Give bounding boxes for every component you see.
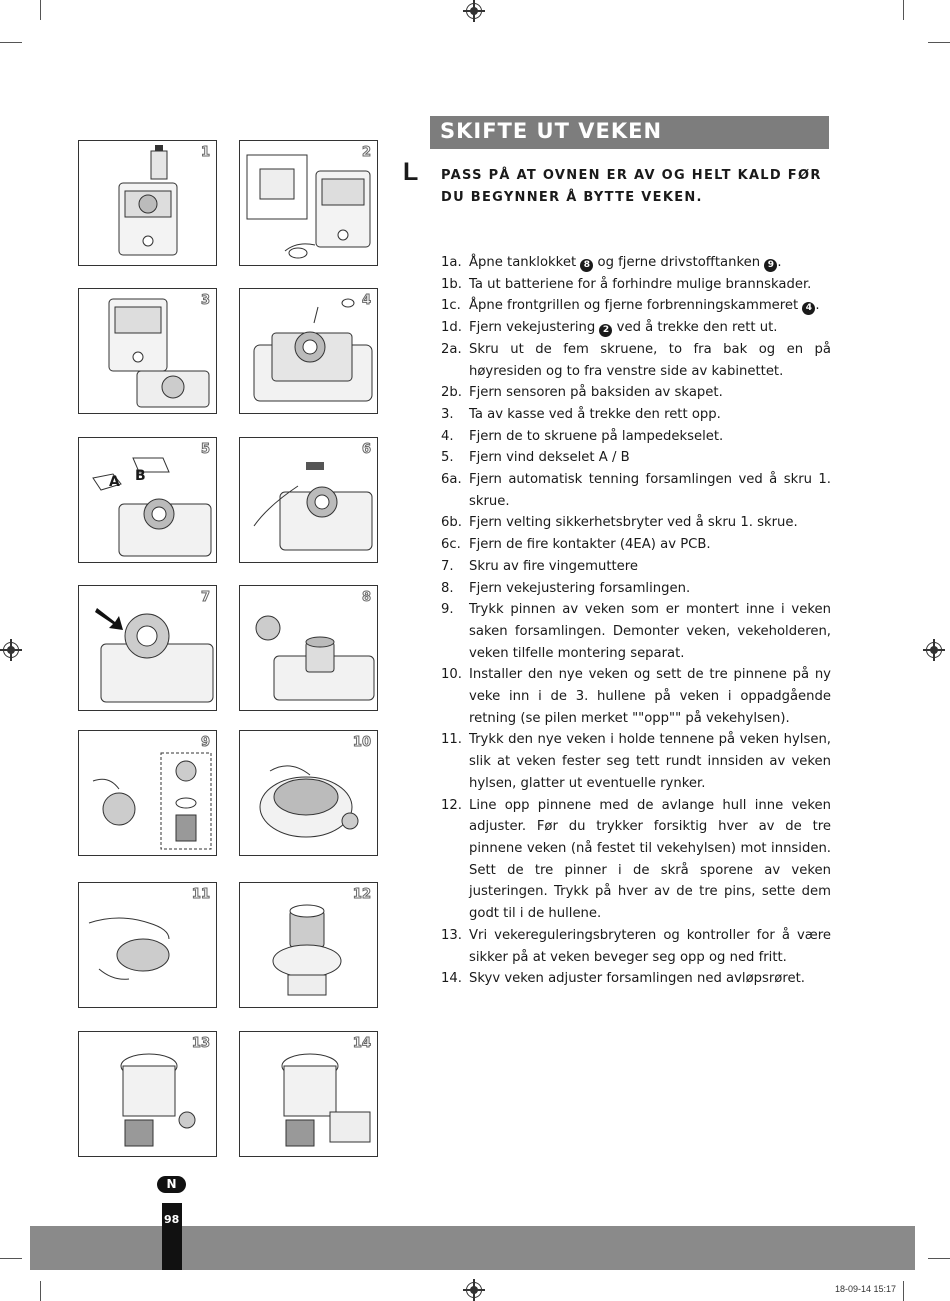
heater-illustration: [240, 289, 379, 415]
figure-2: [239, 140, 378, 266]
instruction-step: [441, 599, 831, 664]
part-number-badge: 2: [599, 324, 612, 337]
heater-illustration: [79, 289, 218, 415]
step-text: Fjern de to skruene på lampedekselet.: [469, 428, 724, 444]
instruction-step: [441, 252, 831, 274]
heater-illustration: [79, 141, 218, 267]
heater-illustration: [79, 1032, 218, 1158]
figure-5: [78, 437, 217, 563]
label-b: B: [135, 468, 146, 484]
step-number: 14.: [441, 971, 462, 987]
figure-number: 14: [352, 1036, 371, 1051]
step-text: Fjern velting sikkerhetsbryter ved å skru 1. skrue.: [469, 515, 798, 531]
figure-number: 5: [200, 442, 210, 457]
figure-9: [78, 730, 217, 856]
step-text: Fjern sensoren på baksiden av skapet.: [469, 385, 723, 401]
instruction-step: [441, 447, 831, 469]
step-number: 2b.: [441, 385, 462, 401]
crop-mark: [928, 1258, 950, 1259]
instruction-step: [441, 578, 831, 600]
step-text: [469, 295, 831, 317]
step-number: 4.: [441, 428, 454, 444]
section-title: SKIFTE UT VEKEN: [440, 119, 663, 143]
heater-illustration: [240, 438, 379, 564]
instruction-step: [441, 317, 831, 339]
instruction-list: [441, 252, 831, 990]
step-number: 6b.: [441, 515, 462, 531]
figure-number: 3: [200, 293, 210, 308]
step-text: Fjern vekejustering forsamlingen.: [469, 580, 691, 596]
warning-text: PASS PÅ AT OVNEN ER AV OG HELT KALD FØR DU BEGYNNER Å BYTTE VEKEN.: [441, 168, 822, 205]
figure-13: [78, 1031, 217, 1157]
step-number: 13.: [441, 927, 462, 943]
step-text: Vri vekereguleringsbryteren og kontroller for å være sikker på at veken beveger seg opp og ned fritt.: [469, 927, 831, 965]
registration-mark-icon: [926, 642, 942, 658]
heater-illustration: [79, 731, 218, 857]
step-number: 1d.: [441, 320, 462, 336]
figure-7: [78, 585, 217, 711]
crop-mark: [928, 42, 950, 43]
figure-number: 1: [200, 145, 210, 160]
instruction-step: [441, 295, 831, 317]
step-text: Fjern automatisk tenning forsamlingen ved å skru 1. skrue.: [469, 472, 831, 509]
page-number-tab: [162, 1203, 182, 1270]
step-text: Skru av fire vingemuttere: [469, 558, 639, 574]
step-number: 9.: [441, 602, 454, 618]
part-number-badge: 8: [580, 259, 593, 272]
instruction-step: [441, 404, 831, 426]
figure-number: 10: [352, 735, 371, 750]
instruction-step: [441, 382, 831, 404]
figure-number: 4: [361, 293, 371, 308]
step-number: 6a.: [441, 472, 462, 488]
step-text: [469, 252, 831, 274]
step-text: Ta ut batteriene for å forhindre mulige brannskader.: [469, 276, 812, 292]
step-text: Skru ut de fem skruene, to fra bak og en på høyresiden og to fra venstre side av kabinettet.: [469, 341, 831, 379]
part-number-badge: 4: [802, 302, 815, 315]
instruction-step: [441, 795, 831, 925]
instruction-step: [441, 925, 831, 968]
figure-11: [78, 882, 217, 1008]
step-text: Fjern de fire kontakter (4EA) av PCB.: [469, 537, 711, 553]
instruction-step: [441, 556, 831, 578]
instruction-step: [441, 339, 831, 382]
step-text-fragment: .: [777, 255, 782, 270]
step-number: 2a.: [441, 341, 462, 357]
figure-14: [239, 1031, 378, 1157]
step-text-fragment: .: [815, 298, 820, 314]
heater-illustration: [240, 141, 379, 267]
step-number: 5.: [441, 450, 454, 466]
step-text: Fjern vind dekselet A / B: [469, 450, 630, 466]
step-text: Skyv veken adjuster forsamlingen ned avløpsrøret.: [469, 971, 805, 987]
step-text: Line opp pinnene med de avlange hull inne veken adjuster. Før du trykker forsiktig hver av de tre pinnene veken (nå festet til vekehylsen) mot innsiden. Sett de tre pinner i de skrå sporene av veken justeringen. Trykk på hver av de tre pins, sette dem godt til i de hullene.: [469, 797, 831, 922]
step-text: Trykk pinnen av veken som er montert inne i veken saken forsamlingen. Demonter veken, vekeholderen, veken tilfelle montering separat.: [469, 602, 831, 661]
figure-4: [239, 288, 378, 414]
step-text: [469, 317, 831, 339]
figure-12: [239, 882, 378, 1008]
figure-number: 2: [361, 145, 371, 160]
registration-mark-icon: [3, 642, 19, 658]
step-number: 7.: [441, 558, 454, 574]
label-a: A: [109, 474, 120, 490]
figure-8: [239, 585, 378, 711]
crop-mark: [0, 42, 22, 43]
heater-illustration: [240, 731, 379, 857]
figure-10: [239, 730, 378, 856]
step-number: 10.: [441, 667, 462, 683]
step-number: 6c.: [441, 537, 461, 553]
instruction-step: [441, 968, 831, 990]
step-number: 11.: [441, 732, 462, 748]
heater-illustration: [79, 438, 218, 564]
crop-mark: [40, 0, 41, 20]
heater-illustration: [240, 1032, 379, 1158]
figure-number: 13: [191, 1036, 210, 1051]
step-text-fragment: og fjerne drivstofftanken: [593, 255, 765, 270]
heater-illustration: [240, 883, 379, 1009]
step-text: Installer den nye veken og sett de tre pinnene på ny veke inn i de 3. hullene på veken i oppadgående retning (se pilen merket ""opp"" på vekehylsen).: [469, 667, 831, 726]
instruction-step: [441, 729, 831, 794]
registration-mark-icon: [466, 3, 482, 19]
figure-number: 9: [200, 735, 210, 750]
registration-mark-icon: [466, 1282, 482, 1298]
figure-number: 8: [361, 590, 371, 605]
step-number: 1b.: [441, 276, 462, 292]
section-title-bar: [430, 116, 829, 149]
heater-illustration: [79, 586, 218, 712]
language-badge: N: [157, 1176, 186, 1193]
part-number-badge: 9: [764, 259, 777, 272]
step-number: 1c.: [441, 298, 461, 314]
instruction-step: [441, 274, 831, 296]
step-text: Ta av kasse ved å trekke den rett opp.: [469, 406, 721, 422]
crop-mark: [903, 0, 904, 20]
page-number: 98: [164, 1213, 180, 1226]
figure-1: [78, 140, 217, 266]
section-marker: L: [403, 158, 419, 186]
figure-6: [239, 437, 378, 563]
step-text-fragment: Åpne frontgrillen og fjerne forbrenningskammeret: [469, 298, 803, 314]
figure-number: 12: [352, 887, 371, 902]
figure-3: [78, 288, 217, 414]
crop-mark: [40, 1281, 41, 1301]
heater-illustration: [79, 883, 218, 1009]
step-text-fragment: Åpne tanklokket: [469, 255, 581, 270]
print-timestamp: 18-09-14 15:17: [835, 1284, 897, 1294]
instruction-step: [441, 512, 831, 534]
instruction-step: [441, 534, 831, 556]
step-text-fragment: ved å trekke den rett ut.: [612, 320, 778, 336]
figure-number: 6: [361, 442, 371, 457]
instruction-step: [441, 426, 831, 448]
step-number: 8.: [441, 580, 454, 596]
figure-number: 7: [200, 590, 210, 605]
step-text: Trykk den nye veken i holde tennene på veken hylsen, slik at veken fester seg tett rundt innsiden av veken hylsen, glatter ut eventuelle rynker.: [469, 732, 831, 791]
heater-illustration: [240, 586, 379, 712]
crop-mark: [903, 1281, 904, 1301]
instruction-step: [441, 664, 831, 729]
crop-mark: [0, 1258, 22, 1259]
step-number: 3.: [441, 406, 454, 422]
step-number: 1a.: [441, 255, 462, 270]
step-number: 12.: [441, 797, 462, 813]
figure-number: 11: [191, 887, 210, 902]
step-text-fragment: Fjern vekejustering: [469, 320, 600, 336]
instruction-step: [441, 469, 831, 512]
